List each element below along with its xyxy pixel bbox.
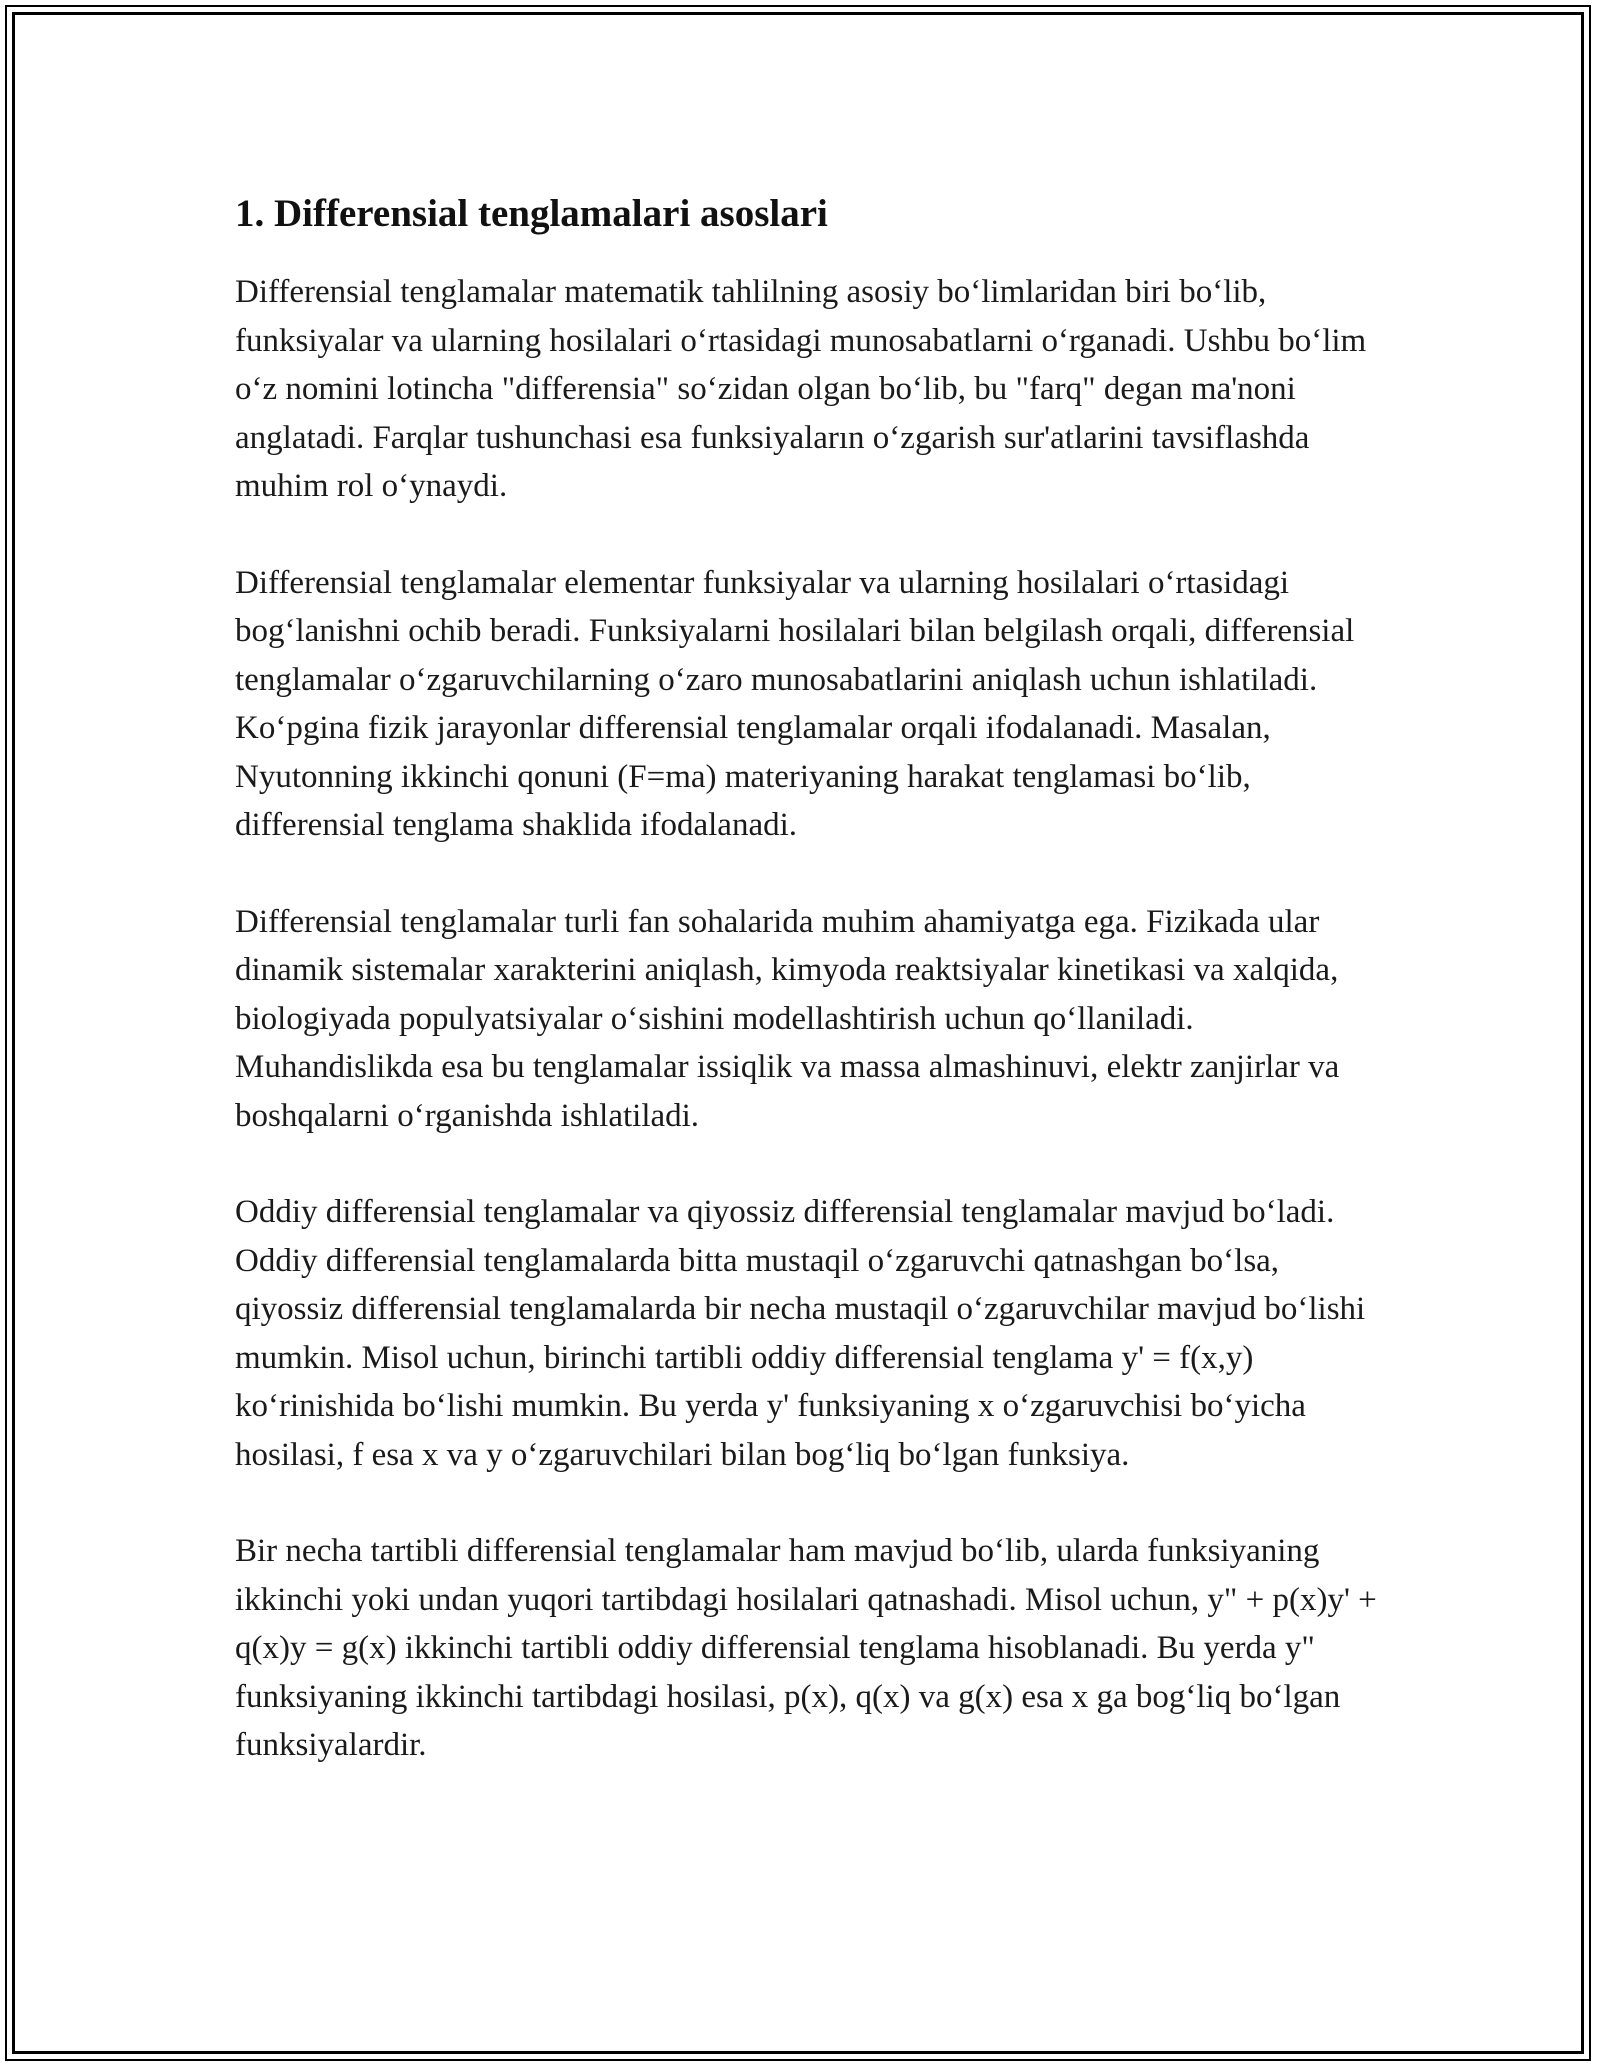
paragraph-intro: Differensial tenglamalar matematik tahlilning asosiy bo‘limlaridan biri bo‘lib, funksiyalar va ularning hosilalari o‘rtasidagi munosabatlarni o‘rganadi. Ushbu bo‘lim o‘z nomini lotincha "differensia" so‘zidan olgan bo‘lib, bu "farq" degan ma'noni anglatadi. Farqlar tushunchasi esa funksiyaların o‘zgarish sur'atlarini tavsiflashda muhim rol o‘ynaydi. <box>235 274 1367 504</box>
paragraph-elementary-functions: Differensial tenglamalar elementar funksiyalar va ularning hosilalari o‘rtasidagi bog‘lanishni ochib beradi. Funksiyalarni hosilalari bilan belgilash orqali, differensial tenglamalar o‘zgaruvchilarning o‘zaro munosabatlarini aniqlash uchun ishlatiladi. Ko‘pgina fizik jarayonlar differensial tenglamalar orqali ifodalanadi. Masalan, Nyutonning ikkinchi qonuni (F=ma) materiyaning harakat tenglamasi bo‘lib, differensial tenglama shaklida ifodalanadi. <box>235 564 1355 843</box>
document-body <box>235 186 1380 1818</box>
paragraph-ordinary-vs-partial: Oddiy differensial tenglamalar va qiyossiz differensial tenglamalar mavjud bo‘ladi. Oddiy differensial tenglamalarda bitta mustaqil o‘zgaruvchi qatnashgan bo‘lsa, qiyossiz differensial tenglamalarda bir necha mustaqil o‘zgaruvchilar mavjud bo‘lishi mumkin. Misol uchun, birinchi tartibli oddiy differensial tenglama y' = f(x,y) ko‘rinishida bo‘lishi mumkin. Bu yerda y' funksiyaning x o‘zgaruvchisi bo‘yicha hosilasi, f esa x va y o‘zgaruvchilari bilan bog‘liq bo‘lgan funksiya. <box>235 1194 1366 1473</box>
section-heading: 1. Differensial tenglamalari asoslari <box>235 192 828 235</box>
paragraph-higher-order: Bir necha tartibli differensial tenglamalar ham mavjud bo‘lib, ularda funksiyaning ikkinchi yoki undan yuqori tartibdagi hosilalari qatnashadi. Misol uchun, y" + p(x)y' + q(x)y = g(x) ikkinchi tartibli oddiy differensial tenglama hisoblanadi. Bu yerda y" funksiyaning ikkinchi tartibdagi hosilasi, p(x), q(x) va g(x) esa x ga bog‘liq bo‘lgan funksiyalardir. <box>235 1533 1377 1763</box>
paragraph-applications: Differensial tenglamalar turli fan sohalarida muhim ahamiyatga ega. Fizikada ular dinamik sistemalar xarakterini aniqlash, kimyoda reaktsiyalar kinetikasi va xalqida, biologiyada populyatsiyalar o‘sishini modellashtirish uchun qo‘llaniladi. Muhandislikda esa bu tenglamalar issiqlik va massa almashinuvi, elektr zanjirlar va boshqalarni o‘rganishda ishlatiladi. <box>235 903 1340 1134</box>
